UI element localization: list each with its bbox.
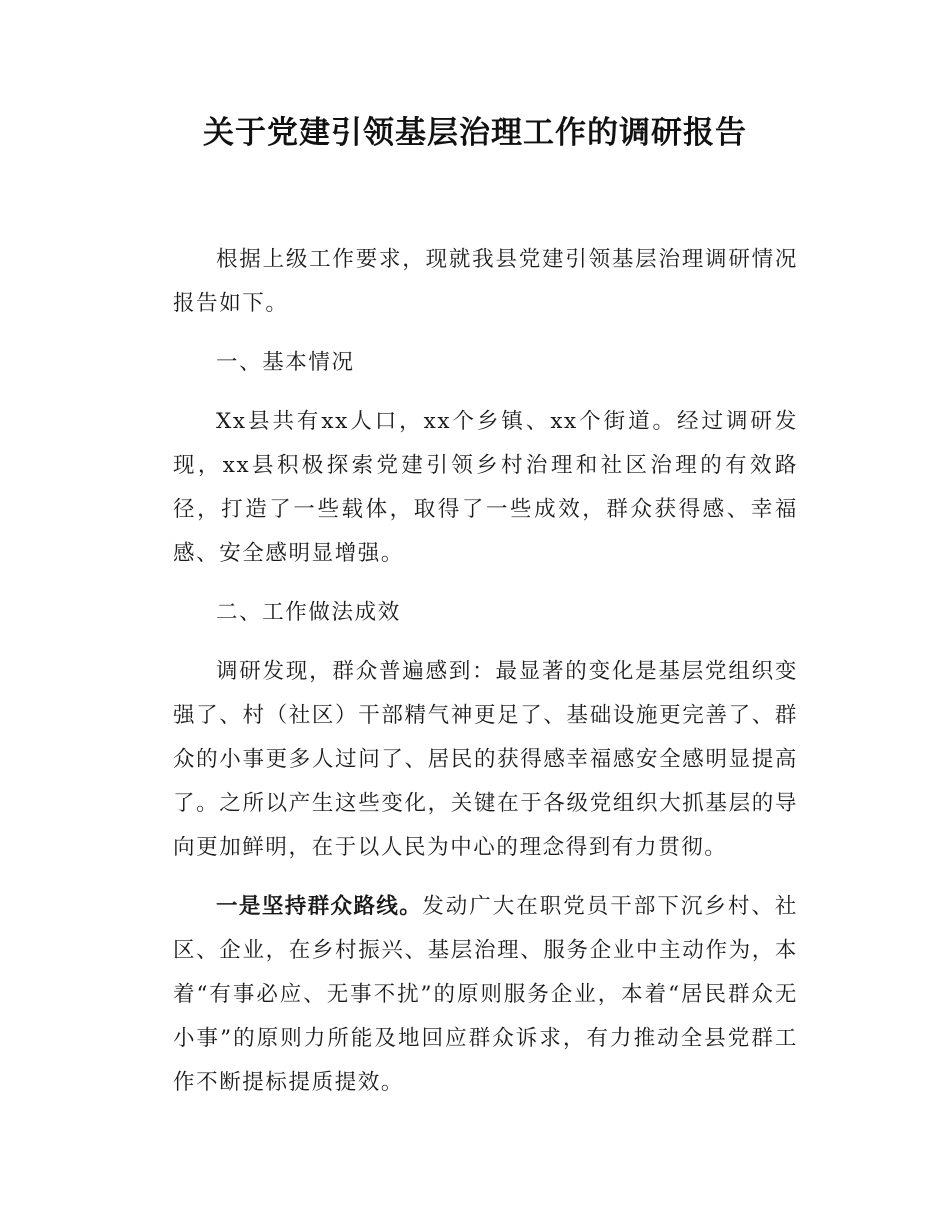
document-body <box>173 238 798 1120</box>
mass-line-lead: 一是坚持群众路线。 <box>216 894 423 919</box>
basic-situation-paragraph: Xx县共有xx人口，xx个乡镇、xx个街道。经过调研发现，xx县积极探索党建引领乡村治理和社区治理的有效路径，打造了一些载体，取得了一些成效，群众获得感、幸福感、安全感明显增强。 <box>173 409 798 566</box>
work-results-paragraph: 调研发现，群众普遍感到：最显著的变化是基层党组织变强了、村（社区）干部精气神更足了、基础设施更完善了、群众的小事更多人过问了、居民的获得感幸福感安全感明显提高了。之所以产生这些变化，关键在于各级党组织大抓基层的导向更加鲜明，在于以人民为中心的理念得到有力贯彻。 <box>173 659 798 860</box>
section-heading-work-results: 二、工作做法成效 <box>216 600 401 625</box>
mass-line-paragraph <box>173 885 798 1105</box>
mass-line-text: 发动广大在职党员干部下沉乡村、社区、企业，在乡村振兴、基层治理、服务企业中主动作为，本着“有事必应、无事不扰”的原则服务企业，本着“居民群众无小事”的原则力所能及地回应群众诉求，有力推动全县党群工作不断提标提质提效。 <box>173 894 798 1095</box>
document-title: 关于党建引领基层治理工作的调研报告 <box>203 115 747 151</box>
intro-paragraph: 根据上级工作要求，现就我县党建引领基层治理调研情况报告如下。 <box>173 247 798 316</box>
section-heading-basic-situation: 一、基本情况 <box>216 350 355 375</box>
